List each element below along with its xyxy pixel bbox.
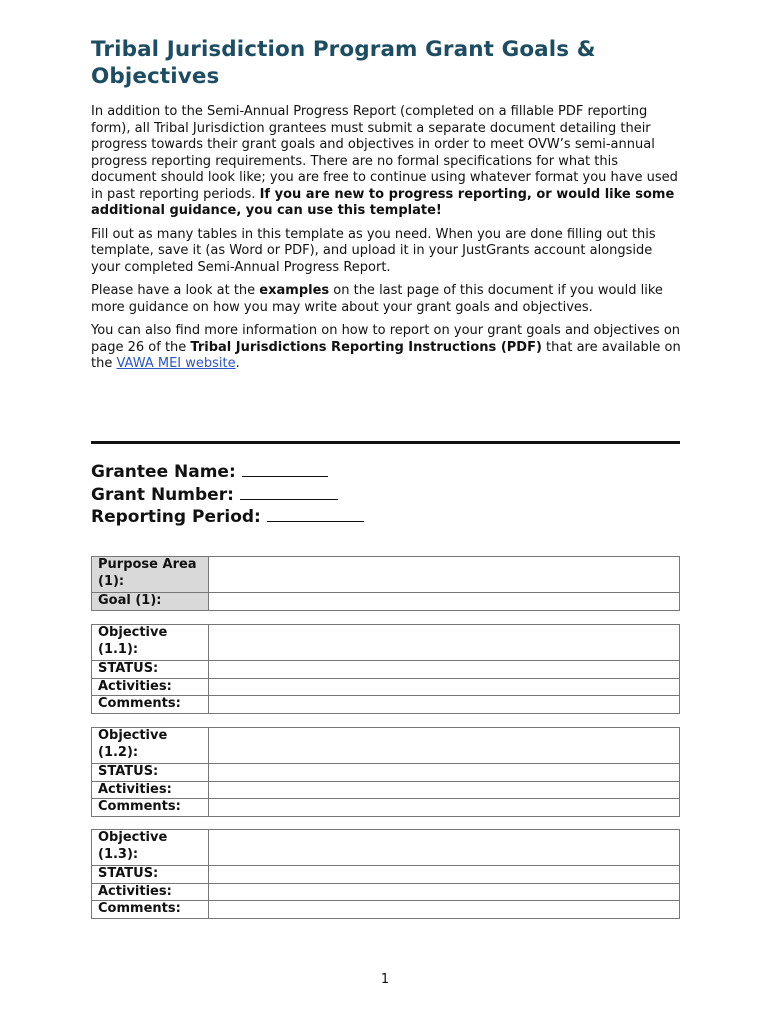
- status-label: STATUS:: [92, 661, 209, 679]
- page-title: Tribal Jurisdiction Program Grant Goals & Objectives: [91, 37, 596, 89]
- goal-label: Goal (1):: [92, 593, 209, 611]
- grant-number-row: [91, 484, 364, 507]
- goal-table: [91, 556, 680, 611]
- section-divider: [91, 441, 680, 444]
- activities-cell[interactable]: [209, 678, 680, 696]
- activities-cell[interactable]: [209, 781, 680, 799]
- status-cell[interactable]: [209, 661, 680, 679]
- goal-cell[interactable]: [209, 593, 680, 611]
- intro-section: [91, 104, 681, 373]
- objective-table: [91, 624, 680, 714]
- intro-paragraph-3: [91, 283, 681, 316]
- intro-p1-text: In addition to the Semi-Annual Progress Report (completed on a fillable PDF reporting form), all Tribal Jurisdiction grantees must submit a separate document detailing their progress towards their grant goals and objectives in order to meet OVW’s semi-annual progress reporting requirements. There are no formal specifications for what this document should look like; you are free to continue using whatever format you have used in past reporting periods.: [91, 104, 678, 202]
- comments-cell[interactable]: [209, 901, 680, 919]
- grantee-name-row: [91, 461, 364, 484]
- activities-label: Activities:: [92, 678, 209, 696]
- objective-label: Objective (1.3):: [92, 830, 209, 866]
- objective-cell[interactable]: [209, 625, 680, 661]
- vawa-mei-website-link[interactable]: VAWA MEI website: [116, 356, 236, 371]
- comments-label: Comments:: [92, 799, 209, 817]
- document-page: [91, 36, 681, 380]
- intro-p4-before: You can also find more information on how to report on your grant goals and objectives on page 26 of the: [91, 323, 681, 355]
- status-cell[interactable]: [209, 866, 680, 884]
- intro-p1-bold: If you are new to progress reporting, or would like some additional guidance, you can use this template!: [91, 186, 675, 218]
- objective-cell[interactable]: [209, 728, 680, 764]
- objective-label: Objective (1.2):: [92, 728, 209, 764]
- grantee-name-field[interactable]: [242, 461, 328, 477]
- activities-label: Activities:: [92, 781, 209, 799]
- intro-p4-end: .: [235, 356, 240, 371]
- intro-paragraph-1: [91, 104, 681, 220]
- page-number: 1: [380, 972, 390, 987]
- objective-label: Objective (1.1):: [92, 625, 209, 661]
- comments-label: Comments:: [92, 696, 209, 714]
- intro-paragraph-4: [91, 323, 681, 373]
- grant-number-label: Grant Number:: [91, 484, 234, 505]
- reporting-instructions-emphasis: Tribal Jurisdictions Reporting Instructions (PDF): [190, 339, 542, 355]
- activities-cell[interactable]: [209, 883, 680, 901]
- reporting-period-row: [91, 506, 364, 529]
- activities-label: Activities:: [92, 883, 209, 901]
- grant-number-field[interactable]: [240, 484, 338, 500]
- reporting-period-label: Reporting Period:: [91, 507, 261, 527]
- status-label: STATUS:: [92, 764, 209, 782]
- comments-label: Comments:: [92, 901, 209, 919]
- comments-cell[interactable]: [209, 799, 680, 817]
- objective-cell[interactable]: [209, 830, 680, 866]
- intro-p3-before: Please have a look at the: [91, 283, 260, 298]
- grantee-fields: [91, 461, 364, 529]
- status-label: STATUS:: [92, 866, 209, 884]
- comments-cell[interactable]: [209, 696, 680, 714]
- objective-table: [91, 829, 680, 919]
- objective-table: [91, 727, 680, 817]
- reporting-period-field[interactable]: [267, 506, 364, 522]
- intro-p4-middle: that are available on the: [91, 339, 681, 371]
- purpose-area-label: Purpose Area (1):: [92, 557, 209, 593]
- purpose-area-cell[interactable]: [209, 557, 680, 593]
- intro-p3-after: on the last page of this document if you would like more guidance on how you may write about your grant goals and objectives.: [91, 283, 663, 315]
- status-cell[interactable]: [209, 764, 680, 782]
- intro-paragraph-2: Fill out as many tables in this template as you need. When you are done filling out this template, save it (as Word or PDF), and upload it in your JustGrants account alongside your completed Semi-Annual Progress Report.: [91, 226, 656, 275]
- examples-emphasis: examples: [259, 283, 330, 298]
- grantee-name-label: Grantee Name:: [91, 462, 236, 482]
